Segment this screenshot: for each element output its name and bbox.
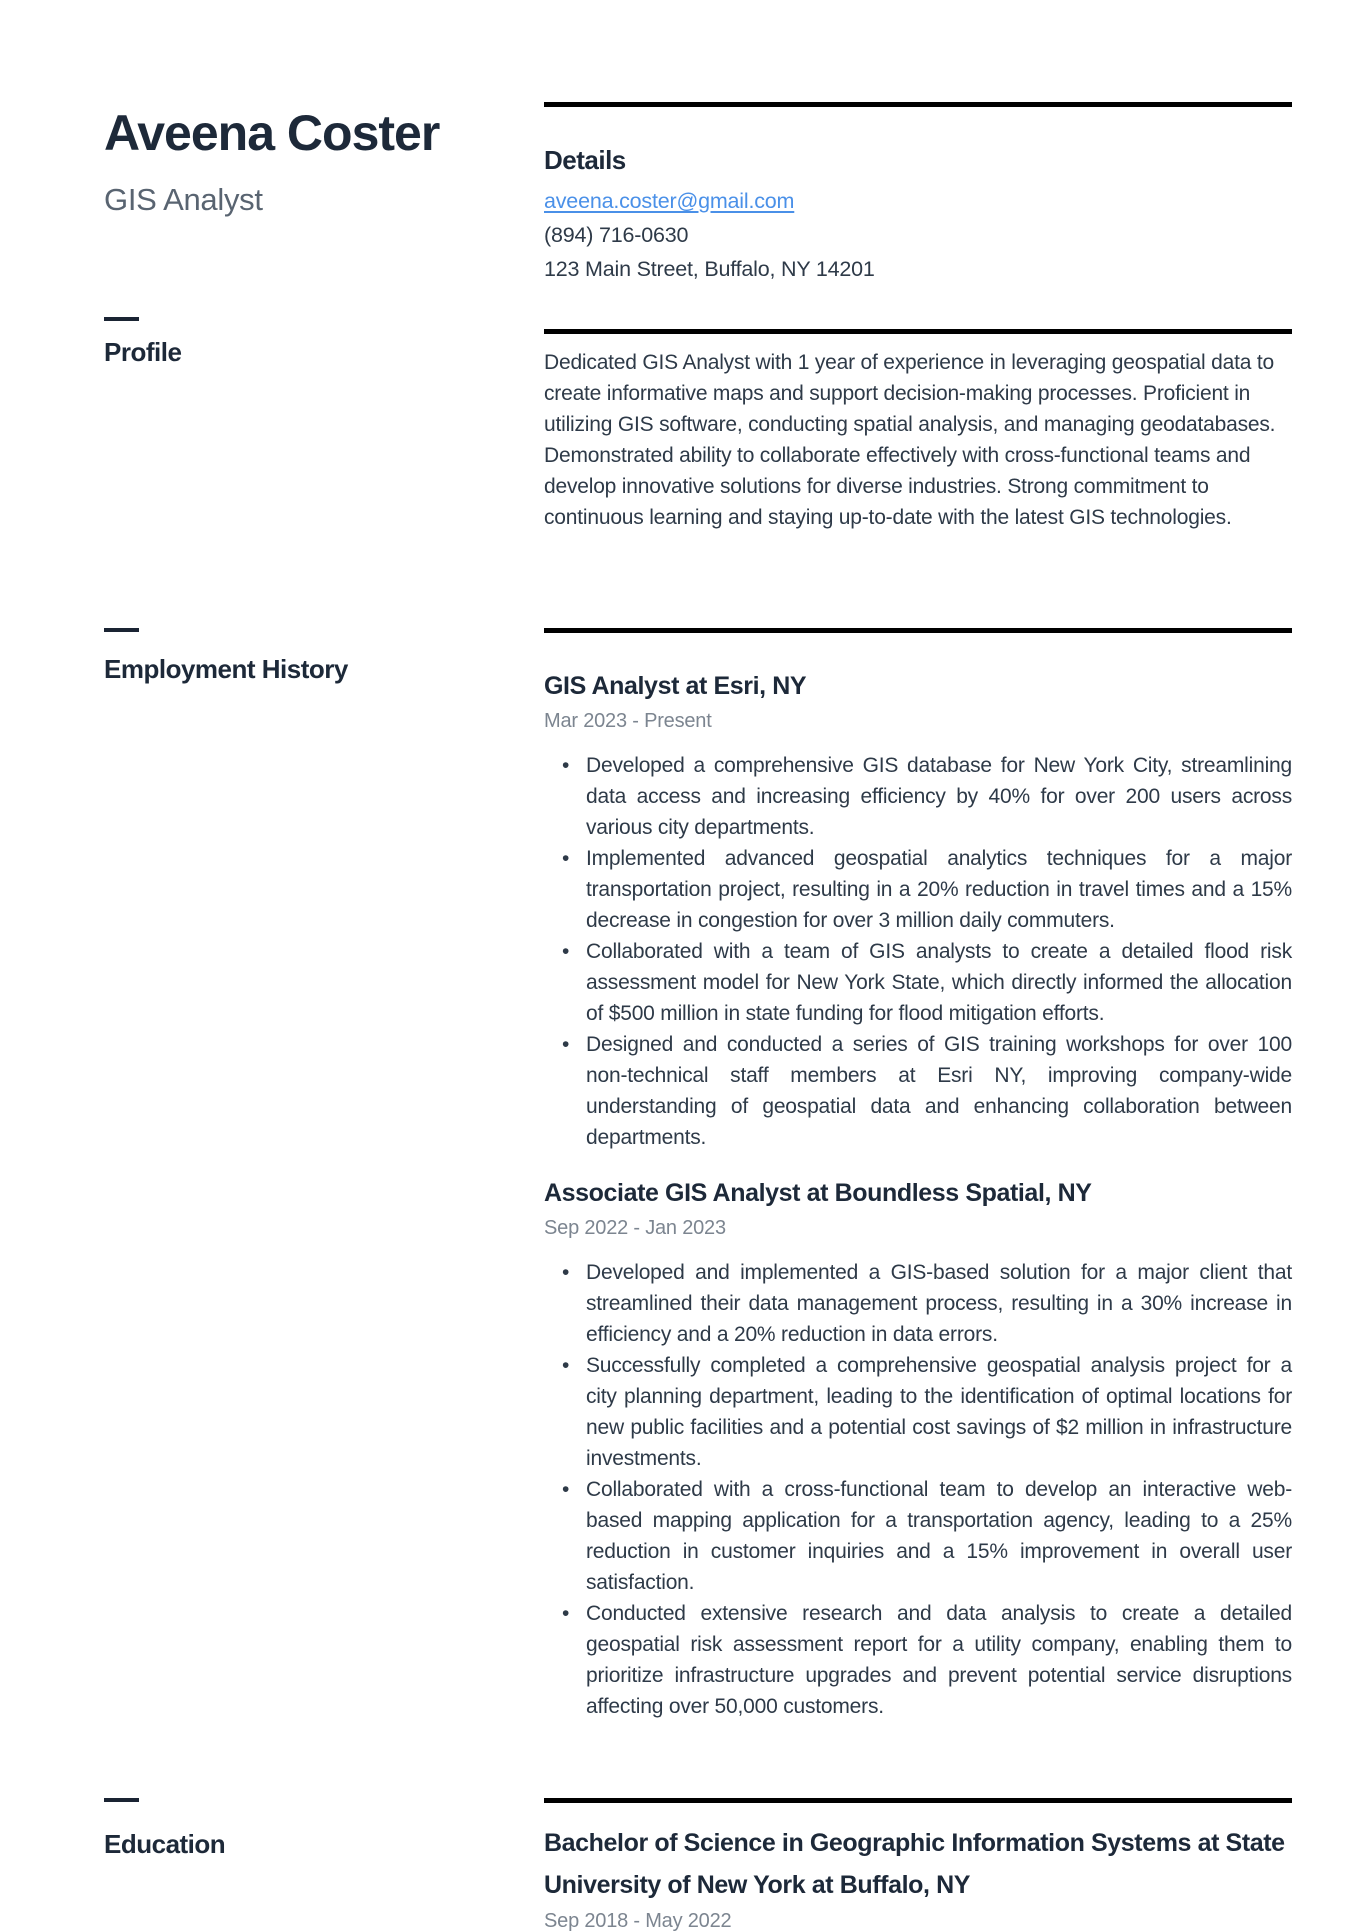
job-highlight: • Collaborated with a cross-functional team to develop an interactive web-based mapping application for a transportation agency, leading to a 25% reduction in customer inquiries and a 15% improvement in overall user satisfaction. xyxy=(586,1474,1292,1598)
email-link[interactable]: aveena.coster@gmail.com xyxy=(544,189,795,213)
job-title: Associate GIS Analyst at Boundless Spatial, NY xyxy=(544,1179,1092,1207)
job-entry xyxy=(544,1177,1292,1722)
degree-title: Bachelor of Science in Geographic Information Systems at State University of New York at Buffalo, NY xyxy=(544,1829,1285,1899)
job-highlight: • Implemented advanced geospatial analytics techniques for a major transportation project, resulting in a 20% reduction in travel times and a 15% decrease in congestion for over 3 million daily commuters. xyxy=(586,843,1292,936)
employment-dash xyxy=(104,628,139,632)
job-highlight: • Collaborated with a team of GIS analysts to create a detailed flood risk assessment model for New York State, which directly informed the allocation of $500 million in state funding for flood mitigation efforts. xyxy=(586,936,1292,1029)
job-highlight: • Developed a comprehensive GIS database for New York City, streamlining data access and increasing efficiency by 40% for over 200 users across various city departments. xyxy=(586,750,1292,843)
details-divider xyxy=(544,102,1292,107)
job-dates: Sep 2022 - Jan 2023 xyxy=(544,1217,726,1239)
phone-number: (894) 716-0630 xyxy=(544,223,689,247)
employment-section xyxy=(544,670,1292,1722)
profile-heading: Profile xyxy=(104,337,182,367)
education-divider xyxy=(544,1798,1292,1803)
education-dates: Sep 2018 - May 2022 xyxy=(544,1910,732,1931)
education-heading: Education xyxy=(104,1829,226,1859)
profile-dash xyxy=(104,317,139,321)
employment-heading: Employment History xyxy=(104,654,348,684)
job-highlight: • Conducted extensive research and data analysis to create a detailed geospatial risk assessment report for a utility company, enabling them to prioritize infrastructure upgrades and prevent potential service disruptions affecting over 50,000 customers. xyxy=(586,1598,1292,1722)
education-dash xyxy=(104,1798,139,1802)
details-section xyxy=(544,144,1292,286)
education-section xyxy=(544,1822,1292,1931)
job-highlights-list xyxy=(544,1257,1292,1722)
job-highlight: • Developed and implemented a GIS-based solution for a major client that streamlined their data management process, resulting in a 30% increase in efficiency and a 20% reduction in data errors. xyxy=(586,1257,1292,1350)
employment-divider xyxy=(544,628,1292,633)
candidate-job-title: GIS Analyst xyxy=(104,182,263,217)
address: 123 Main Street, Buffalo, NY 14201 xyxy=(544,257,875,281)
candidate-name: Aveena Coster xyxy=(104,105,440,161)
email-row xyxy=(544,184,1292,218)
job-dates: Mar 2023 - Present xyxy=(544,710,712,732)
details-heading: Details xyxy=(544,145,626,175)
job-title: GIS Analyst at Esri, NY xyxy=(544,672,807,700)
job-highlights-list xyxy=(544,750,1292,1153)
job-highlight: • Designed and conducted a series of GIS training workshops for over 100 non-technical staff members at Esri NY, improving company-wide understanding of geospatial data and enhancing collaboration between departments. xyxy=(586,1029,1292,1153)
job-entry xyxy=(544,670,1292,1153)
profile-summary: Dedicated GIS Analyst with 1 year of experience in leveraging geospatial data to create informative maps and support decision-making processes. Proficient in utilizing GIS software, conducting spatial analysis, and managing geodatabases. Demonstrated ability to collaborate effectively with cross-functional teams and develop innovative solutions for diverse industries. Strong commitment to continuous learning and staying up-to-date with the latest GIS technologies. xyxy=(544,351,1276,529)
profile-divider xyxy=(544,329,1292,334)
job-highlight: • Successfully completed a comprehensive geospatial analysis project for a city planning department, leading to the identification of optimal locations for new public facilities and a potential cost savings of $2 million in infrastructure investments. xyxy=(586,1350,1292,1474)
